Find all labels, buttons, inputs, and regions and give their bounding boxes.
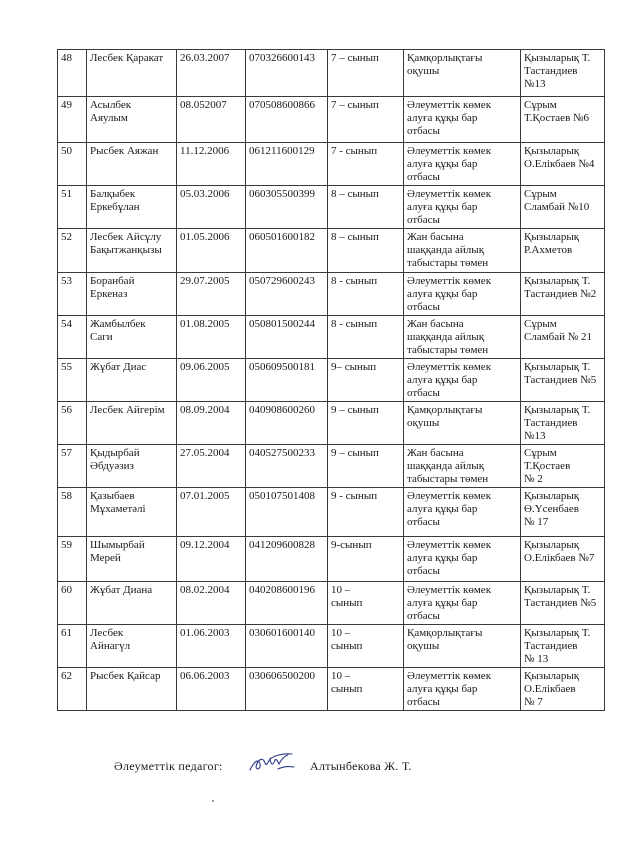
student-name: Жұбат Диана [87,582,177,625]
row-number: 51 [58,186,87,229]
row-number: 61 [58,625,87,668]
student-name: Қазыбаев Мұхаметәлі [87,488,177,537]
iin-number: 040527500233 [246,445,328,488]
table-row [58,625,605,668]
social-status: Қамқорлықтағы оқушы [404,625,521,668]
row-number: 54 [58,316,87,359]
table-row [58,537,605,582]
row-number: 56 [58,402,87,445]
grade-level: 8 - сынып [328,273,404,316]
birth-date: 01.06.2003 [177,625,246,668]
iin-number: 061211600129 [246,143,328,186]
birth-date: 06.06.2003 [177,668,246,711]
row-number: 49 [58,97,87,143]
school-name: Сұрым Сламбай №10 [521,186,605,229]
school-name: Қызыларық Т. Тастандиев №5 [521,359,605,402]
social-status: Әлеуметтік көмек алуға құқы бар отбасы [404,582,521,625]
student-name: Асылбек Аяулым [87,97,177,143]
iin-number: 040208600196 [246,582,328,625]
birth-date: 09.12.2004 [177,537,246,582]
student-name: Жамбылбек Саги [87,316,177,359]
iin-number: 050107501408 [246,488,328,537]
row-number: 59 [58,537,87,582]
grade-level: 9 – сынып [328,402,404,445]
student-name: Лесбек Айнагүл [87,625,177,668]
table-row [58,316,605,359]
iin-number: 030601600140 [246,625,328,668]
row-number: 60 [58,582,87,625]
birth-date: 27.05.2004 [177,445,246,488]
iin-number: 060305500399 [246,186,328,229]
table-row [58,97,605,143]
social-status: Әлеуметтік көмек алуға құқы бар отбасы [404,359,521,402]
student-name: Рысбек Қайсар [87,668,177,711]
birth-date: 01.05.2006 [177,229,246,273]
school-name: Сұрым Т.Қостаев № 2 [521,445,605,488]
birth-date: 29.07.2005 [177,273,246,316]
social-status: Қамқорлықтағы оқушы [404,50,521,97]
school-name: Сұрым Сламбай № 21 [521,316,605,359]
iin-number: 041209600828 [246,537,328,582]
school-name: Қызыларық Т. Тастандиев №13 [521,50,605,97]
school-name: Қызыларық О.Елікбаев №7 [521,537,605,582]
social-status: Әлеуметтік көмек алуға құқы бар отбасы [404,97,521,143]
roster-body [58,50,605,711]
birth-date: 05.03.2006 [177,186,246,229]
row-number: 50 [58,143,87,186]
grade-level: 9 – сынып [328,445,404,488]
iin-number: 050609500181 [246,359,328,402]
table-row [58,445,605,488]
table-row [58,359,605,402]
school-name: Қызыларық Т. Тастандиев № 13 [521,625,605,668]
school-name: Қызыларық Т. Тастандиев №5 [521,582,605,625]
iin-number: 050801500244 [246,316,328,359]
iin-number: 030606500200 [246,668,328,711]
social-status: Әлеуметтік көмек алуға құқы бар отбасы [404,668,521,711]
social-status: Әлеуметтік көмек алуға құқы бар отбасы [404,537,521,582]
school-name: Қызыларық Т. Тастандиев №2 [521,273,605,316]
table-row [58,582,605,625]
row-number: 58 [58,488,87,537]
handwritten-signature [248,750,296,776]
table-row [58,402,605,445]
social-status: Жан басына шаққанда айлық табыстары төмен [404,445,521,488]
pedagogue-name: Алтынбекова Ж. Т. [310,759,412,773]
grade-level: 7 – сынып [328,97,404,143]
table-row [58,229,605,273]
table-row [58,186,605,229]
student-name: Балқыбек Еркебұлан [87,186,177,229]
table-row [58,668,605,711]
student-name: Лесбек Айсұлу Бақытжанқызы [87,229,177,273]
row-number: 53 [58,273,87,316]
social-pedagogue-label: Әлеуметтік педагог: [114,759,223,773]
social-status: Қамқорлықтағы оқушы [404,402,521,445]
birth-date: 08.02.2004 [177,582,246,625]
grade-level: 10 – сынып [328,582,404,625]
grade-level: 9 - сынып [328,488,404,537]
grade-level: 10 – сынып [328,668,404,711]
iin-number: 040908600260 [246,402,328,445]
grade-level: 7 - сынып [328,143,404,186]
student-name: Боранбай Еркеназ [87,273,177,316]
birth-date: 07.01.2005 [177,488,246,537]
social-status: Әлеуметтік көмек алуға құқы бар отбасы [404,273,521,316]
grade-level: 9– сынып [328,359,404,402]
birth-date: 01.08.2005 [177,316,246,359]
iin-number: 050729600243 [246,273,328,316]
birth-date: 08.052007 [177,97,246,143]
social-status: Жан басына шаққанда айлық табыстары төмен [404,229,521,273]
table-row [58,143,605,186]
school-name: Қызыларық О.Елікбаев № 7 [521,668,605,711]
birth-date: 09.06.2005 [177,359,246,402]
birth-date: 11.12.2006 [177,143,246,186]
school-name: Қызыларық Т. Тастандиев №13 [521,402,605,445]
social-status: Әлеуметтік көмек алуға құқы бар отбасы [404,186,521,229]
table-row [58,273,605,316]
school-name: Қызыларық Ө.Үсенбаев № 17 [521,488,605,537]
grade-level: 8 – сынып [328,229,404,273]
social-status: Әлеуметтік көмек алуға құқы бар отбасы [404,143,521,186]
signature-footer [114,759,412,774]
row-number: 52 [58,229,87,273]
row-number: 57 [58,445,87,488]
school-name: Қызыларық Р.Ахметов [521,229,605,273]
grade-level: 10 – сынып [328,625,404,668]
student-name: Лесбек Қаракат [87,50,177,97]
table-row [58,50,605,97]
scan-speck [212,800,214,802]
iin-number: 070326600143 [246,50,328,97]
social-status: Жан басына шаққанда айлық табыстары төмен [404,316,521,359]
iin-number: 060501600182 [246,229,328,273]
student-roster-table [57,49,605,711]
birth-date: 08.09.2004 [177,402,246,445]
row-number: 55 [58,359,87,402]
school-name: Сұрым Т.Қостаев №6 [521,97,605,143]
grade-level: 7 – сынып [328,50,404,97]
student-name: Рысбек Аяжан [87,143,177,186]
grade-level: 9-сынып [328,537,404,582]
row-number: 62 [58,668,87,711]
table-row [58,488,605,537]
row-number: 48 [58,50,87,97]
student-name: Лесбек Айгерім [87,402,177,445]
grade-level: 8 – сынып [328,186,404,229]
student-name: Шымырбай Мерей [87,537,177,582]
iin-number: 070508600866 [246,97,328,143]
school-name: Қызыларық О.Елікбаев №4 [521,143,605,186]
birth-date: 26.03.2007 [177,50,246,97]
grade-level: 8 - сынып [328,316,404,359]
student-name: Жұбат Диас [87,359,177,402]
student-name: Қыдырбай Әбдуәзиз [87,445,177,488]
social-status: Әлеуметтік көмек алуға құқы бар отбасы [404,488,521,537]
